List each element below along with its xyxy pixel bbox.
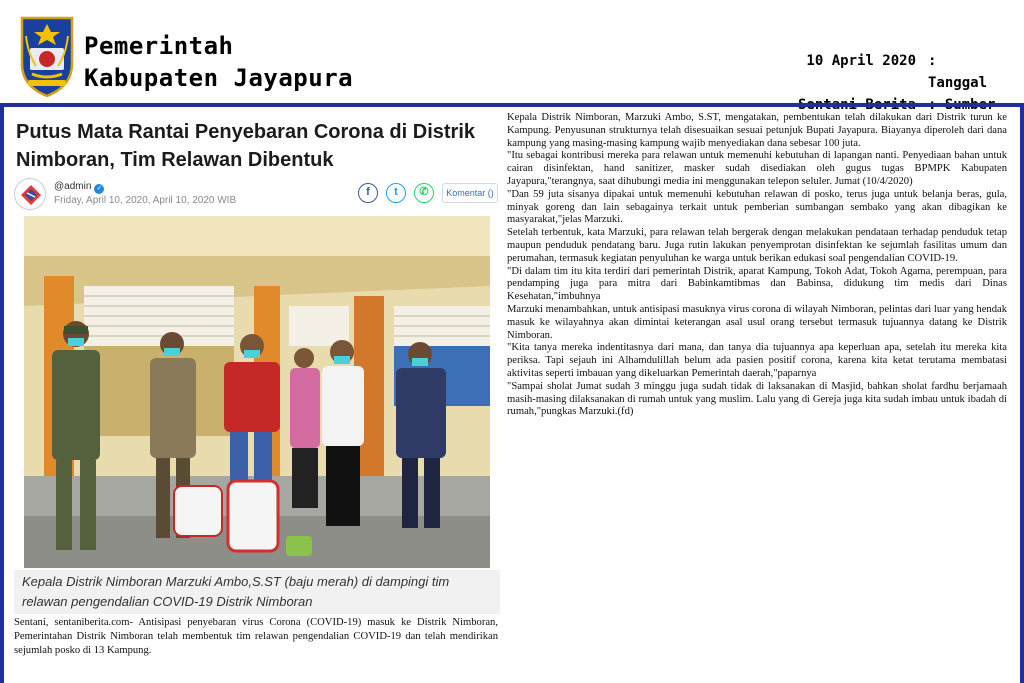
body-paragraph: "Kita tanya mereka indentitasnya dari mana, dan tanya dia tujuannya apa keperluan apa, setelah itu mereka kita periksa. Tapi sejauh ini Alhamdulillah belum ada pasien positif corona, karena kita ketat terutama membatasi aktivitas seperti imbauan yang dikeluarkan Pemerintah daerah,"paparnya [507,342,1007,379]
header-divider [0,103,1024,107]
author-row [14,178,500,212]
avatar[interactable] [14,178,46,210]
article-clipping [10,110,500,680]
publish-date: Friday, April 10, 2020, April 10, 2020 WIB [54,195,237,206]
frame-left-border [0,107,4,683]
date-value: 10 April 2020 [806,53,916,69]
clipping-header [0,0,1024,102]
author-handle: @admin [54,181,92,192]
author-name[interactable] [54,181,104,194]
body-paragraph: "Itu sebagai kontribusi mereka para relawan untuk memenuhi kebutuhan di lapangan nanti. Penyediaan bahan untuk cairan disinfektan, hand sanitizer, masker sudah disediakan oleh gugus tugas BPMPK Kabupaten Jayapura,"terangnya, saat dihubungi media ini menggunakan telepon seluler. Jumat (10/4/2020) [507,150,1007,187]
gov-line-1: Pemerintah [84,32,234,60]
whatsapp-icon[interactable]: ✆ [414,183,434,203]
date-label: : Tanggal [928,53,988,91]
frame-right-border [1020,107,1024,683]
facebook-icon[interactable]: f [358,183,378,203]
body-paragraph: "Dan 59 juta sisanya dipakai untuk memenuhi kebutuhan relawan di posko, terus juga untuk belanja beras, gula, minyak goreng dan lain sebagainya terkait untuk pemberian sumbangan sembako yang akan dibagikan ke masyarakat,"jelas Marzuki. [507,188,1007,226]
komentar-button[interactable]: Komentar () [442,183,498,203]
photo-caption: Kepala Distrik Nimboran Marzuki Ambo,S.ST (baju merah) di dampingi tim relawan pengendalian COVID-19 Distrik Nimboran [14,570,500,614]
body-paragraph: Kepala Distrik Nimboran, Marzuki Ambo, S.ST, mengatakan, pembentukan telah dilakukan dari Distrik turun ke Kampung. Penyusunan strukturnya telah disesuaikan sesuai petunjuk Bupati Jayapura. Biayanya diperoleh dari dana kampung yang masing-masing kampung wajib menyediakan dana sebesar 100 juta. [507,112,1007,149]
government-title [84,30,353,94]
body-paragraph: Marzuki menambahkan, untuk antisipasi masuknya virus corona di wilayah Nimboran, pelintas dari luar yang hendak masuk ke wilayahnya akan dimintai keterangan asal usul orang tersebut termasuk tujuannya datang ke Distrik Nimboran. [507,303,1007,341]
gov-line-2: Kabupaten Jayapura [84,64,354,92]
body-paragraph: "Di dalam tim itu kita terdiri dari pemerintah Distrik, aparat Kampung, Tokoh Adat, Tokoh Agama, perempuan, para pendamping juga para mitra dari Babinkamtibmas dan Babinsa, didukung tim medis dari Dinas Kesehatan,"imbuhnya [507,265,1007,303]
verified-icon: ✓ [94,184,104,194]
article-title: Putus Mata Rantai Penyebaran Corona di Distrik Nimboran, Tim Relawan Dibentuk [16,121,475,171]
jayapura-regency-emblem-icon [16,14,78,98]
article-lead: Sentani, sentaniberita.com- Antisipasi penyebaran virus Corona (COVID-19) masuk ke Distrik Nimboran, Pemerintahan Distrik Nimboran telah membentuk tim relawan pengendalian COVID-19 dan telah mendirikan sejumlah posko di 13 Kampung. [14,617,498,656]
twitter-icon[interactable]: t [386,183,406,203]
date-row [798,50,1002,94]
article-photo [24,216,490,568]
body-paragraph: Setelah terbentuk, kata Marzuki, para relawan telah bergerak dengan melakukan pendataan terhadap penduduk tetap maupun penduduk pendatang baru. Juga rutin lakukan penyemprotan disinfektan ke sejumlah fasilitas umum dan perumahan, termasuk kegiatan penyuluhan ke warga untuk berikan edukasi soal pengendalian COVID-19. [507,227,1007,264]
body-paragraph: "Sampai sholat Jumat sudah 3 minggu juga sudah tidak di laksanakan di Masjid, bahkan sholat fardhu berjamaah masih-masing dilaksanakan di rumah untuk yang muslim. Lalu yang di Gereja juga kita sudah imbau untuk ibadah di rumah,"pungkas Marzuki.(fd) [507,380,1007,418]
article-body [507,112,1007,672]
